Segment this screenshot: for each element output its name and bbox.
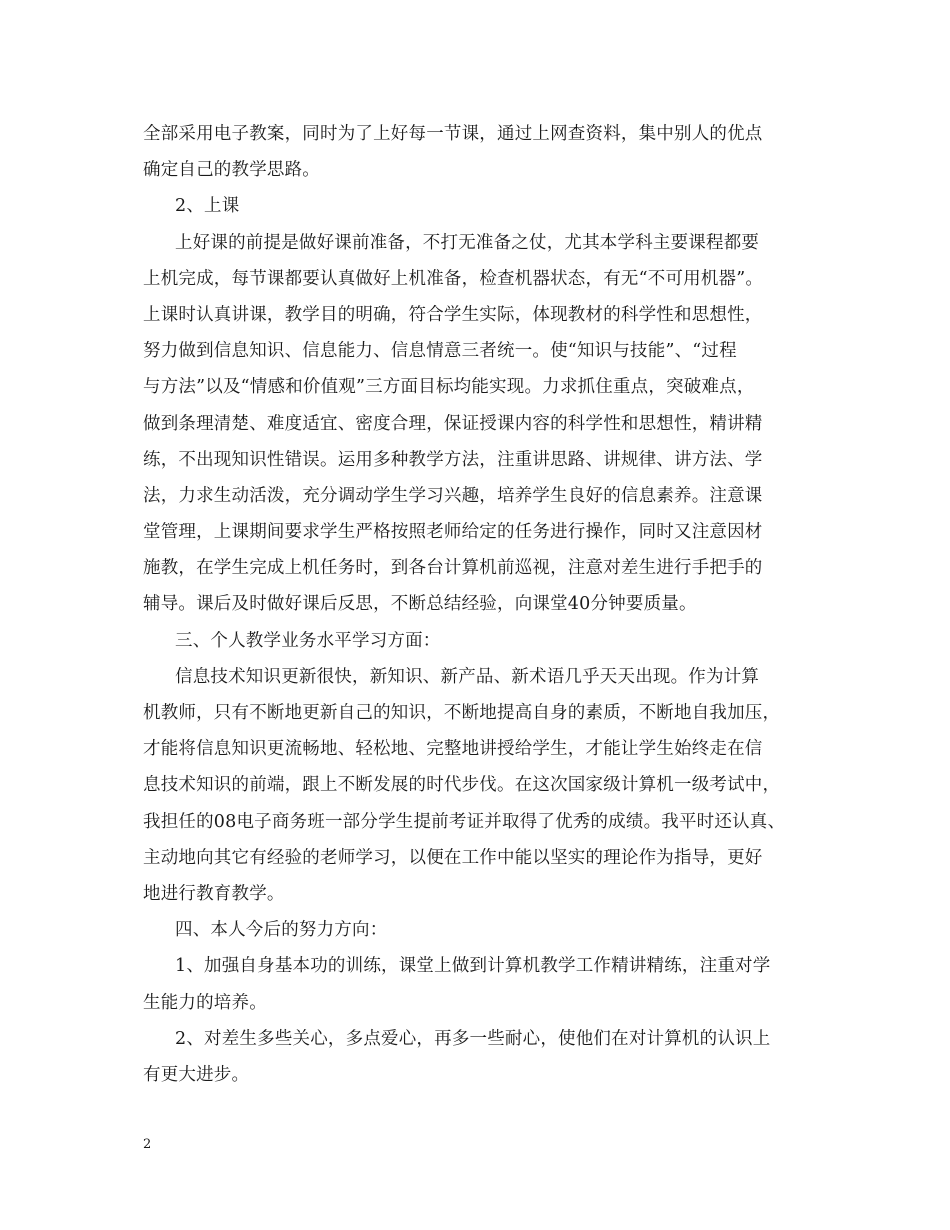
text-line: 主动地向其它有经验的老师学习，以便在工作中能以坚实的理论作为指导，更好: [143, 847, 763, 868]
text-line: 上课时认真讲课，教学目的明确，符合学生实际，体现教材的科学性和思想性，: [143, 304, 763, 325]
text-line: 地进行教育教学。: [143, 883, 285, 904]
text-line: 上机完成，每节课都要认真做好上机准备，检查机器状态，有无“不可用机器”。: [143, 268, 764, 289]
text-line: 努力做到信息知识、信息能力、信息情意三者统一。使“知识与技能”、“过程: [143, 341, 737, 362]
text-line: 我担任的08电子商务班一部分学生提前考证并取得了优秀的成绩。我平时还认真、: [143, 811, 786, 832]
text-line: 做到条理清楚、难度适宜、密度合理，保证授课内容的科学性和思想性，精讲精: [143, 413, 763, 434]
text-line: 施教，在学生完成上机任务时，到各台计算机前巡视，注意对差生进行手把手的: [143, 558, 763, 579]
text-line: 上好课的前提是做好课前准备，不打无准备之仗，尤其本学科主要课程都要: [175, 232, 760, 253]
text-line: 练，不出现知识性错误。运用多种教学方法，注重讲思路、讲规律、讲方法、学: [143, 449, 763, 470]
document-body: [143, 116, 843, 1093]
text-line: 法，力求生动活泼，充分调动学生学习兴趣，培养学生良好的信息素养。注意课: [143, 485, 763, 506]
text-line: 辅导。课后及时做好课后反思，不断总结经验，向课堂40分钟要质量。: [143, 594, 697, 615]
text-line: 全部采用电子教案，同时为了上好每一节课，通过上网查资料，集中别人的优点: [143, 124, 763, 144]
text-line: 有更大进步。: [143, 1064, 250, 1085]
text-line: 三、个人教学业务水平学习方面：: [175, 630, 441, 651]
text-line: 1、加强自身基本功的训练，课堂上做到计算机教学工作精讲精练，注重对学: [175, 956, 771, 977]
text-line: 机教师，只有不断地更新自己的知识，不断地提高自身的素质，不断地自我加压，: [143, 703, 781, 723]
text-line: 2、上课: [175, 196, 240, 217]
text-line: 息技术知识的前端，跟上不断发展的时代步伐。在这次国家级计算机一级考试中，: [143, 775, 781, 796]
text-line: 信息技术知识更新很快，新知识、新产品、新术语几乎天天出现。作为计算: [175, 666, 760, 687]
text-line: 2、对差生多些关心，多点爱心，再多一些耐心，使他们在对计算机的认识上: [175, 1028, 771, 1049]
page-number: 2: [143, 1137, 152, 1152]
text-line: 与方法”以及“情感和价值观”三方面目标均能实现。力求抓住重点，突破难点，: [143, 377, 755, 398]
text-line: 生能力的培养。: [143, 992, 267, 1013]
text-line: 四、本人今后的努力方向：: [175, 920, 388, 941]
text-line: 才能将信息知识更流畅地、轻松地、完整地讲授给学生，才能让学生始终走在信: [143, 739, 763, 760]
text-line: 确定自己的教学思路。: [143, 160, 320, 181]
text-line: 堂管理，上课期间要求学生严格按照老师给定的任务进行操作，同时又注意因材: [143, 522, 763, 543]
